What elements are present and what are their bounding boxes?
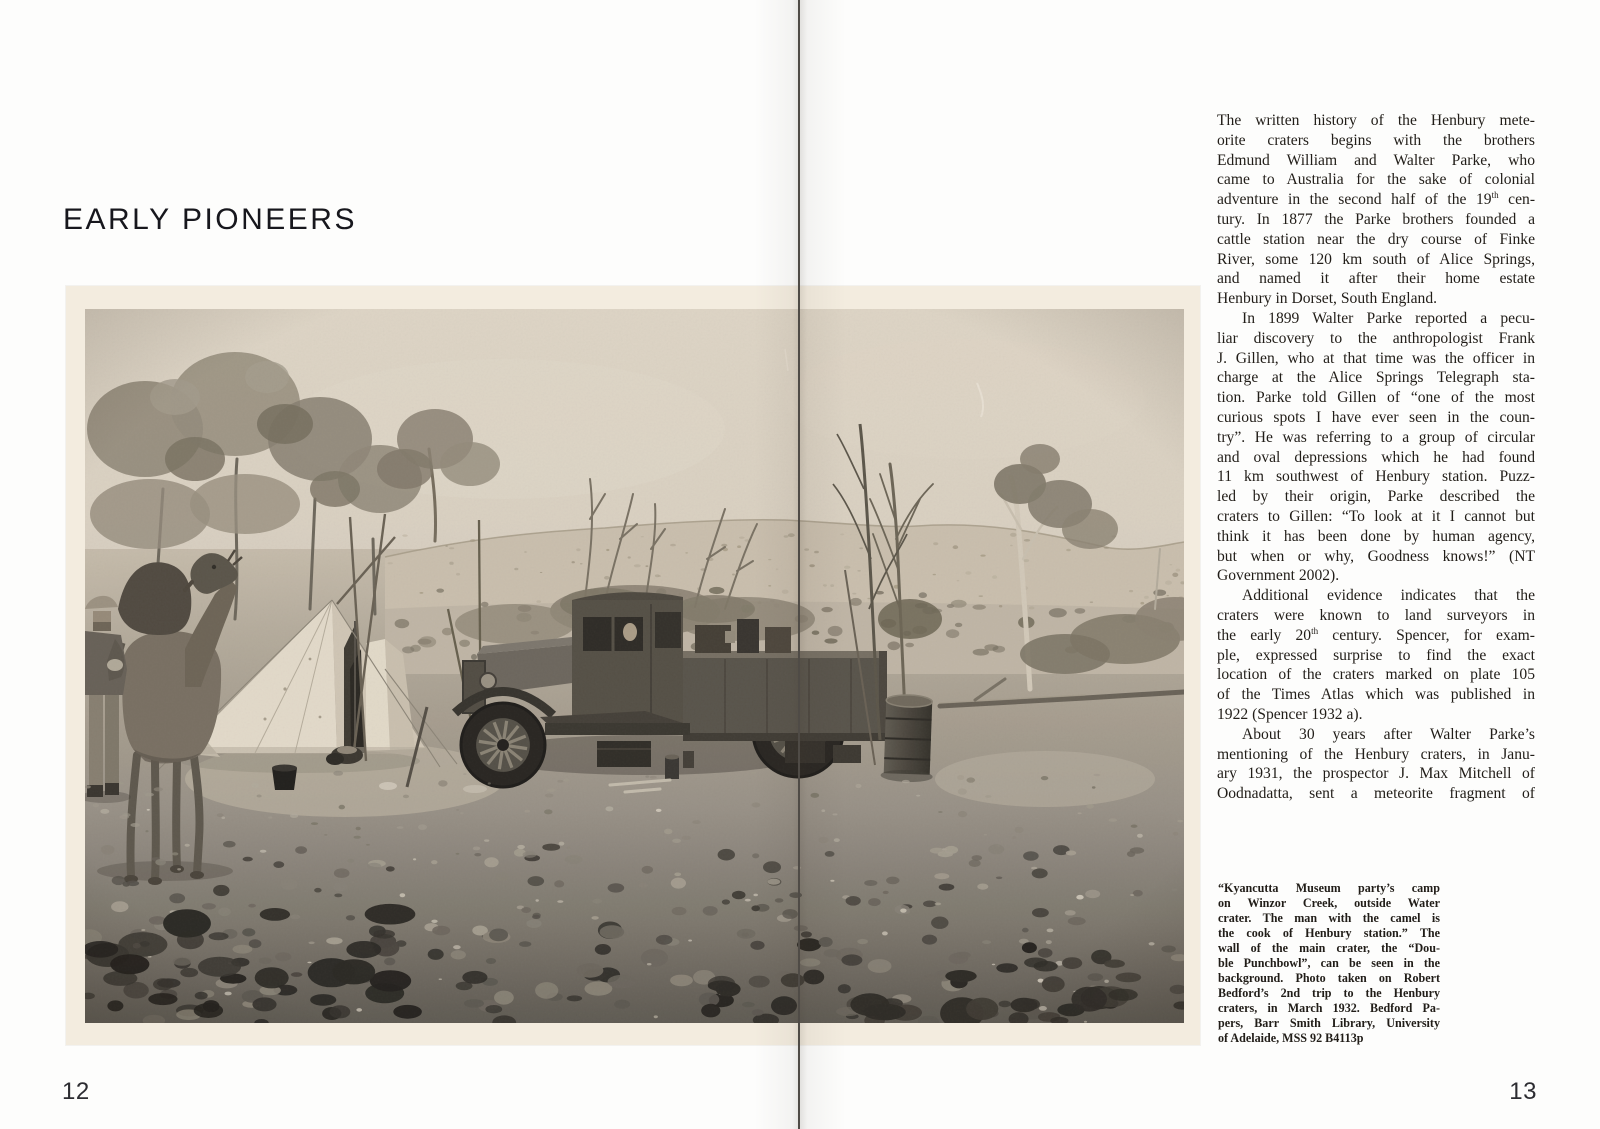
body-line: led by their origin, Parke described the: [1217, 488, 1535, 506]
body-line: tion. Parke told Gillen of “one of the most: [1217, 389, 1535, 407]
chapter-title: EARLY PIONEERS: [63, 203, 357, 237]
page-number-right: 13: [1509, 1078, 1537, 1105]
caption-line: crater. The man with the camel is: [1218, 911, 1440, 925]
body-line: but when or why, Goodness knows!” (NT: [1217, 547, 1535, 565]
body-line: cattle station near the dry course of Finke: [1217, 230, 1535, 248]
body-line: curious spots I have ever seen in the coun-: [1217, 408, 1535, 426]
caption-line: wall of the main crater, the “Dou-: [1218, 941, 1440, 955]
body-line: mentioning of the Henbury craters, in Janu-: [1217, 745, 1535, 763]
body-text: [1217, 111, 1535, 804]
page-number-left: 12: [62, 1078, 90, 1105]
spine-line: [798, 0, 800, 1129]
body-line: Government 2002).: [1217, 567, 1340, 585]
body-line: came to Australia for the sake of colonial: [1217, 171, 1535, 189]
body-line: craters to Gillen: “To look at it I cannot but: [1217, 507, 1535, 525]
body-line: and oval depressions which he had found: [1217, 448, 1535, 466]
body-line: Additional evidence indicates that the: [1242, 587, 1535, 605]
body-line: try”. He was referring to a group of circular: [1217, 428, 1535, 446]
body-line: 11 km southwest of Henbury station. Puzz-: [1217, 468, 1535, 486]
body-line: 1922 (Spencer 1932 a).: [1217, 705, 1363, 723]
body-line: liar discovery to the anthropologist Frank: [1217, 329, 1535, 347]
vignette: [85, 309, 1184, 1023]
caption-line: background. Photo taken on Robert: [1218, 971, 1440, 985]
body-line: orite craters begins with the brothers: [1217, 131, 1535, 149]
caption-line: Bedford’s 2nd trip to the Henbury: [1218, 986, 1440, 1000]
body-line: think it has been done by human agency,: [1217, 527, 1535, 545]
caption-line: on Winzor Creek, outside Water: [1218, 896, 1440, 910]
body-line: Oodnadatta, sent a meteorite fragment of: [1217, 785, 1535, 803]
body-line: location of the craters marked on plate 105: [1217, 666, 1535, 684]
body-line: ple, expressed surprise to find the exact: [1217, 646, 1535, 664]
body-line: the early 20th century. Spencer, for exam-: [1217, 625, 1535, 644]
body-line: and named it after their home estate: [1217, 270, 1535, 288]
body-line: of the Times Atlas which was published in: [1217, 686, 1535, 704]
body-line: Henbury in Dorset, South England.: [1217, 290, 1438, 308]
photo-caption: [1218, 881, 1440, 1046]
caption-line: of Adelaide, MSS 92 B4113p: [1218, 1031, 1364, 1045]
body-line: In 1899 Walter Parke reported a pecu-: [1242, 309, 1535, 327]
photo-print: [66, 286, 1200, 1045]
body-line: River, some 120 km south of Alice Springs,: [1217, 250, 1535, 268]
body-line: charge at the Alice Springs Telegraph sta-: [1217, 369, 1535, 387]
body-line: Edmund William and Walter Parke, who: [1217, 151, 1535, 169]
body-line: The written history of the Henbury mete-: [1217, 112, 1535, 129]
body-line: J. Gillen, who at that time was the officer in: [1217, 349, 1535, 367]
body-line: adventure in the second half of the 19th cen-: [1217, 190, 1535, 209]
caption-line: the cook of Henbury station.” The: [1218, 926, 1440, 940]
camp-photo: [85, 309, 1184, 1023]
body-line: ary 1931, the prospector J. Max Mitchell of: [1217, 765, 1535, 783]
body-line: About 30 years after Walter Parke’s: [1242, 725, 1535, 743]
caption-line: ble Punchbowl”, can be seen in the: [1218, 956, 1440, 970]
body-line: tury. In 1877 the Parke brothers founded a: [1217, 210, 1535, 228]
caption-line: craters, in March 1932. Bedford Pa-: [1218, 1001, 1440, 1015]
body-line: craters were known to land surveyors in: [1217, 606, 1535, 624]
caption-line: “Kyancutta Museum party’s camp: [1218, 881, 1440, 895]
caption-line: pers, Barr Smith Library, University: [1218, 1016, 1440, 1030]
